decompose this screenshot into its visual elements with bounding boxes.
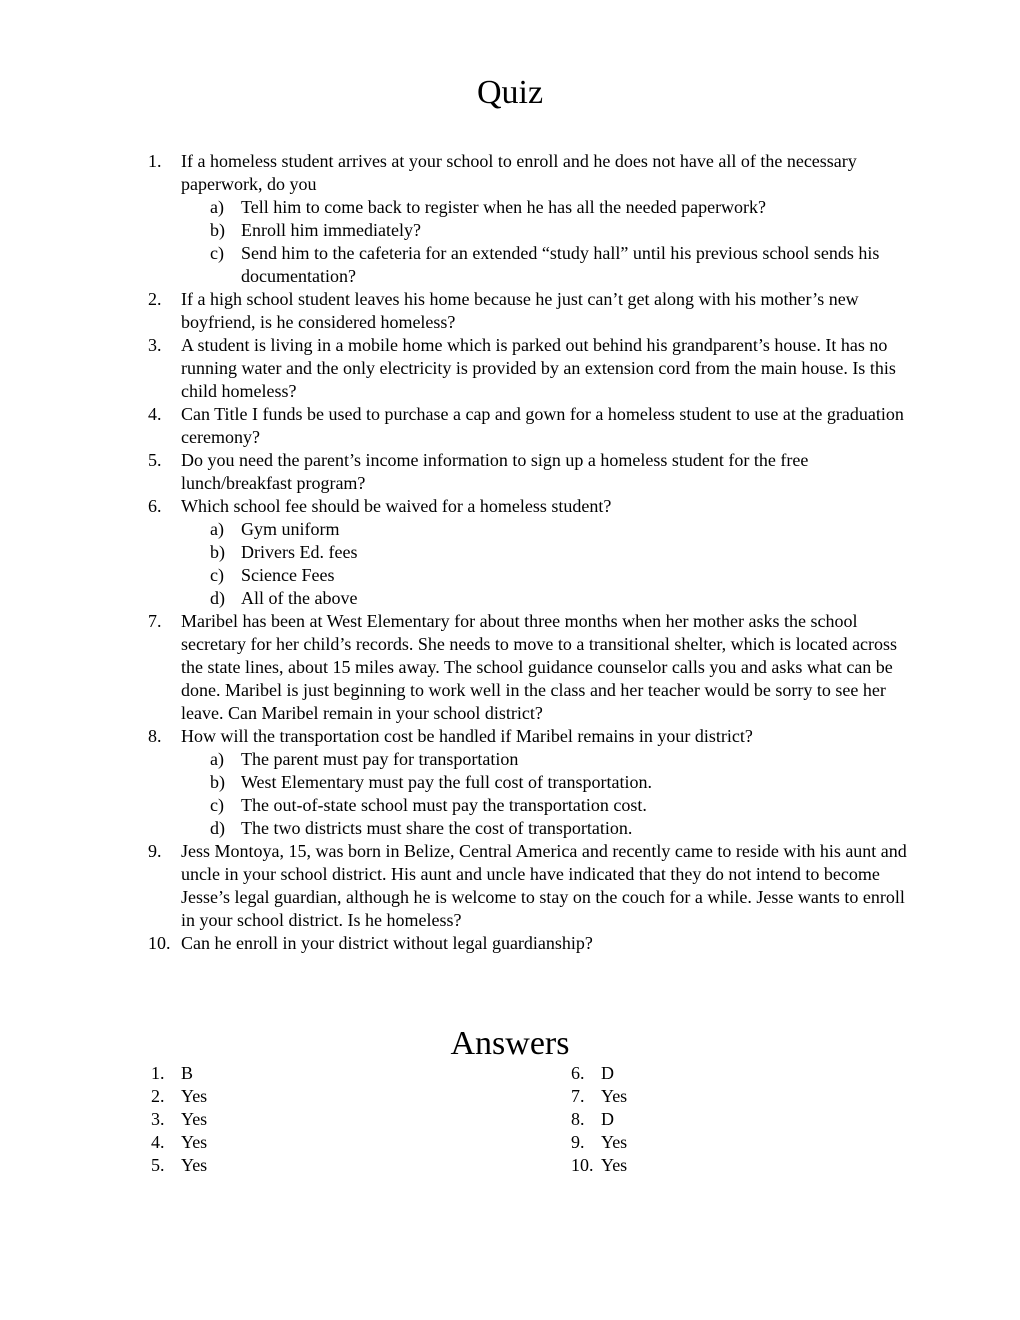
option-text: The two districts must share the cost of transportation.: [241, 818, 633, 838]
option-letter: c): [210, 795, 224, 815]
option-text: The parent must pay for transportation: [241, 749, 519, 769]
answer-text: D: [601, 1109, 614, 1129]
option-text: Tell him to come back to register when he has all the needed paperwork?: [241, 197, 767, 217]
option-text: Send him to the cafeteria for an extended “study hall” until his previous school sends his documentation?: [241, 243, 880, 286]
answer-number: 9.: [571, 1132, 585, 1152]
option-text: West Elementary must pay the full cost of transportation.: [241, 772, 652, 792]
answer-item: [151, 1154, 451, 1177]
answer-text: D: [601, 1063, 614, 1083]
option-item: [148, 794, 908, 817]
answer-number: 10.: [571, 1155, 594, 1175]
question-text: If a homeless student arrives at your school to enroll and he does not have all of the necessary paperwork, do you: [181, 151, 857, 194]
question-item: [148, 150, 908, 196]
option-letter: b): [210, 772, 225, 792]
question-item: [148, 610, 908, 725]
option-letter: c): [210, 243, 224, 263]
answer-number: 1.: [151, 1063, 165, 1083]
answer-options: [148, 748, 908, 840]
answer-number: 5.: [151, 1155, 165, 1175]
option-letter: d): [210, 818, 225, 838]
quiz-question-list: [148, 150, 908, 955]
question-item: [148, 449, 908, 495]
question-item: [148, 932, 908, 955]
answer-item: [571, 1131, 871, 1154]
question-item: [148, 403, 908, 449]
option-item: [148, 817, 908, 840]
answer-text: Yes: [181, 1132, 208, 1152]
question-item: [148, 840, 908, 932]
question-number: 6.: [148, 496, 162, 516]
answer-text: B: [181, 1063, 194, 1083]
option-item: [148, 564, 908, 587]
answer-options: [148, 196, 908, 288]
option-letter: a): [210, 749, 224, 769]
answer-text: Yes: [181, 1109, 208, 1129]
option-text: Science Fees: [241, 565, 335, 585]
option-letter: b): [210, 542, 225, 562]
option-letter: a): [210, 197, 224, 217]
question-number: 3.: [148, 335, 162, 355]
question-number: 9.: [148, 841, 162, 861]
answer-number: 4.: [151, 1132, 165, 1152]
question-number: 1.: [148, 151, 162, 171]
option-item: [148, 748, 908, 771]
answer-item: [571, 1108, 871, 1131]
answer-number: 7.: [571, 1086, 585, 1106]
answer-text: Yes: [601, 1155, 628, 1175]
option-item: [148, 587, 908, 610]
option-item: [148, 771, 908, 794]
answer-number: 2.: [151, 1086, 165, 1106]
question-item: [148, 725, 908, 748]
option-text: All of the above: [241, 588, 358, 608]
option-item: [148, 219, 908, 242]
answer-text: Yes: [601, 1086, 628, 1106]
question-text: How will the transportation cost be handled if Maribel remains in your district?: [181, 726, 753, 746]
option-text: Drivers Ed. fees: [241, 542, 358, 562]
answer-item: [151, 1131, 451, 1154]
answer-item: [151, 1062, 451, 1085]
option-item: [148, 518, 908, 541]
question-text: Jess Montoya, 15, was born in Belize, Central America and recently came to reside with his aunt and uncle in your school district. His aunt and uncle have indicated that they do not intend to become Jesse’s legal guardian, although he is welcome to stay on the couch for a while. Jesse wants to enroll in your school district. Is he homeless?: [181, 841, 907, 930]
answer-number: 8.: [571, 1109, 585, 1129]
option-letter: c): [210, 565, 224, 585]
option-letter: d): [210, 588, 225, 608]
question-number: 4.: [148, 404, 162, 424]
answer-item: [151, 1085, 451, 1108]
question-text: If a high school student leaves his home because he just can’t get along with his mother’s new boyfriend, is he considered homeless?: [181, 289, 859, 332]
question-item: [148, 495, 908, 518]
option-text: Enroll him immediately?: [241, 220, 421, 240]
question-text: Maribel has been at West Elementary for about three months when her mother asks the school secretary for her child’s records. She needs to move to a transitional shelter, which is located across the state lines, about 15 miles away. The school guidance counselor calls you and asks what can be done. Maribel is just beginning to work well in the class and her teacher would be sorry to see her leave. Can Maribel remain in your school district?: [181, 611, 898, 723]
question-number: 2.: [148, 289, 162, 309]
question-item: [148, 334, 908, 403]
question-item: [148, 288, 908, 334]
question-text: Can Title I funds be used to purchase a cap and gown for a homeless student to use at the graduation ceremony?: [181, 404, 904, 447]
option-letter: a): [210, 519, 224, 539]
option-item: [148, 541, 908, 564]
question-number: 10.: [148, 933, 171, 953]
question-text: A student is living in a mobile home which is parked out behind his grandparent’s house. It has no running water and the only electricity is provided by an extension cord from the main house. Is this child homeless?: [181, 335, 896, 401]
answer-options: [148, 518, 908, 610]
option-text: Gym uniform: [241, 519, 340, 539]
question-text: Do you need the parent’s income information to sign up a homeless student for the free lunch/breakfast program?: [181, 450, 809, 493]
answers-title: Answers: [450, 1025, 570, 1062]
option-letter: b): [210, 220, 225, 240]
answer-text: Yes: [181, 1086, 208, 1106]
question-number: 7.: [148, 611, 162, 631]
answers-column-left: [151, 1062, 451, 1177]
option-item: [148, 242, 908, 288]
answer-text: Yes: [601, 1132, 628, 1152]
question-number: 8.: [148, 726, 162, 746]
answer-text: Yes: [181, 1155, 208, 1175]
answer-item: [571, 1085, 871, 1108]
quiz-title: Quiz: [476, 74, 544, 111]
answer-item: [151, 1108, 451, 1131]
question-number: 5.: [148, 450, 162, 470]
answer-number: 3.: [151, 1109, 165, 1129]
option-text: The out-of-state school must pay the transportation cost.: [241, 795, 647, 815]
answer-number: 6.: [571, 1063, 585, 1083]
option-item: [148, 196, 908, 219]
question-text: Which school fee should be waived for a homeless student?: [181, 496, 612, 516]
answers-column-right: [571, 1062, 871, 1177]
answer-item: [571, 1062, 871, 1085]
answer-item: [571, 1154, 871, 1177]
question-text: Can he enroll in your district without legal guardianship?: [181, 933, 593, 953]
